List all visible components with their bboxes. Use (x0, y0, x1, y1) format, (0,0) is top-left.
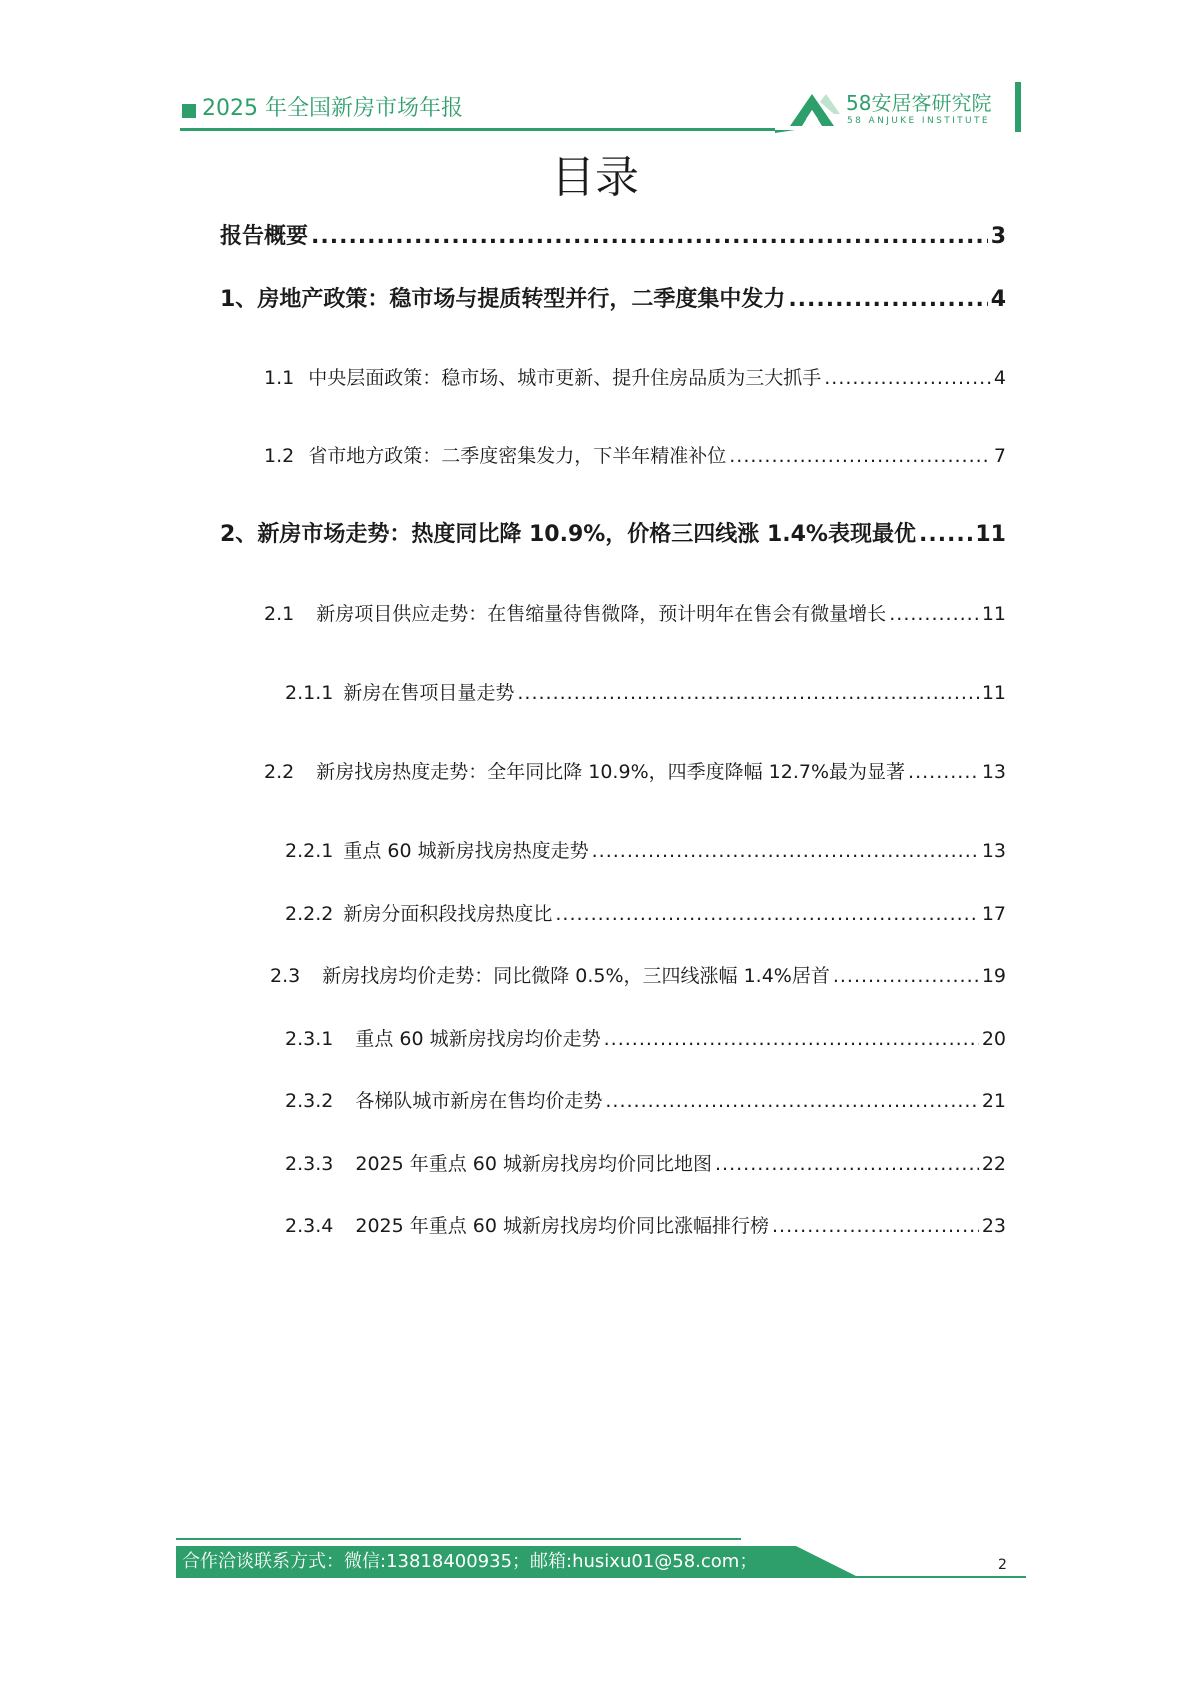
toc-entry-2[interactable] (220, 520, 1006, 550)
toc-entry-number: 2.3.3 (285, 1153, 334, 1175)
toc-entry-2-3-1[interactable] (285, 1025, 1006, 1053)
toc-entry-text: 重点 60 城新房找房均价走势 (355, 1028, 601, 1050)
toc-entry-text: 2025 年重点 60 城新房找房均价同比地图 (355, 1153, 713, 1175)
toc-entry-text: 房地产政策：稳市场与提质转型并行，二季度集中发力 (257, 287, 786, 312)
toc-leader-dots (824, 364, 991, 392)
toc-leader-dots (555, 900, 978, 928)
toc-entry-number: 2.2.2 (285, 903, 334, 925)
logo-bar (1015, 82, 1021, 132)
toc-entry-number: 2.3.1 (285, 1028, 334, 1050)
toc-leader-dots (605, 1087, 978, 1115)
toc-leader-dots (919, 520, 972, 550)
toc-entry-1-1[interactable] (264, 364, 1006, 392)
toc-leader-dots (833, 962, 979, 990)
toc-entry-2-3-2[interactable] (285, 1087, 1006, 1115)
toc-leader-dots (517, 679, 978, 707)
header-square-icon (182, 104, 196, 118)
toc-entry-number: 2.2 (264, 761, 295, 783)
toc-entry-text: 重点 60 城新房找房热度走势 (343, 840, 589, 862)
toc-entry-text: 各梯队城市新房在售均价走势 (355, 1090, 603, 1112)
toc-leader-dots (604, 1025, 979, 1053)
toc-entry-page: 23 (981, 1215, 1006, 1237)
toc-leader-dots (889, 600, 979, 628)
toc-entry-text: 报告概要 (220, 224, 309, 249)
toc-entry-text: 新房找房热度走势：全年同比降 10.9%，四季度降幅 12.7%最为显著 (316, 761, 906, 783)
toc-entry-2-2-2[interactable] (285, 900, 1006, 928)
toc-entry-page: 4 (990, 287, 1006, 312)
toc-leader-dots (715, 1150, 979, 1178)
anjuke-logo (790, 90, 1020, 135)
toc-entry-text: 中央层面政策：稳市场、城市更新、提升住房品质为三大抓手 (308, 367, 822, 389)
page-footer (176, 1538, 1026, 1588)
toc-entry-number: 2.3.2 (285, 1090, 334, 1112)
toc-entry-text: 新房市场走势：热度同比降 10.9%，价格三四线涨 1.4%表现最优 (257, 522, 916, 547)
page-title: 目录 (551, 152, 639, 203)
toc-leader-dots (788, 285, 987, 315)
toc-entry-2-3[interactable] (270, 962, 1006, 990)
toc-entry-number: 2.1.1 (285, 682, 334, 704)
page-number: 2 (998, 1557, 1007, 1573)
toc-entry-number: 2.2.1 (285, 840, 334, 862)
toc-entry-number: 2.3.4 (285, 1215, 334, 1237)
toc-entry-1-2[interactable] (264, 442, 1006, 470)
toc-entry-page: 22 (981, 1153, 1006, 1175)
toc-leader-dots (311, 222, 988, 252)
toc-entry-2-3-4[interactable] (285, 1212, 1006, 1240)
toc-entry-page: 20 (981, 1028, 1006, 1050)
toc-entry-text: 2025 年重点 60 城新房找房均价同比涨幅排行榜 (355, 1215, 770, 1237)
toc-entry-text: 省市地方政策：二季度密集发力，下半年精准补位 (308, 445, 727, 467)
toc-entry-number: 2.1 (264, 603, 295, 625)
toc-leader-dots (592, 837, 979, 865)
page-header (180, 90, 1020, 135)
toc-entry-page: 21 (981, 1090, 1006, 1112)
toc-entry-2-2-1[interactable] (285, 837, 1006, 865)
anjuke-logo-icon (790, 92, 840, 128)
logo-subtitle: 58 ANJUKE INSTITUTE (847, 116, 991, 126)
toc-entry-number: 1.1 (264, 367, 295, 389)
toc-entry-1[interactable] (220, 285, 1006, 315)
logo-name: 58安居客研究院 (846, 91, 992, 115)
toc-leader-dots (908, 758, 979, 786)
toc-entry-2-3-3[interactable] (285, 1150, 1006, 1178)
toc-leader-dots (772, 1212, 979, 1240)
toc-entry-page: 4 (993, 367, 1006, 389)
toc-entry-2-1[interactable] (264, 600, 1006, 628)
toc-entry-number: 1.2 (264, 445, 295, 467)
footer-bottom-rule (176, 1576, 1026, 1578)
toc-entry-page: 13 (981, 840, 1006, 862)
toc-entry-summary[interactable] (220, 222, 1006, 252)
toc-entry-text: 新房在售项目量走势 (343, 682, 515, 704)
footer-contact: 合作洽谈联系方式：微信:13818400935；邮箱:husixu01@58.com； (182, 1551, 758, 1572)
toc-entry-page: 13 (981, 761, 1006, 783)
toc-entry-page: 11 (975, 522, 1006, 547)
toc-entry-page: 3 (990, 224, 1006, 249)
toc-entry-text: 新房项目供应走势：在售缩量待售微降，预计明年在售会有微量增长 (316, 603, 887, 625)
toc-entry-2-1-1[interactable] (285, 679, 1006, 707)
toc-entry-number: 2.3 (270, 965, 301, 987)
toc-entry-page: 19 (981, 965, 1006, 987)
header-rule (180, 128, 775, 131)
toc-entry-page: 17 (981, 903, 1006, 925)
toc-entry-number: 2、 (220, 522, 258, 547)
toc-entry-text: 新房找房均价走势：同比微降 0.5%，三四线涨幅 1.4%居首 (322, 965, 830, 987)
toc-leader-dots (729, 442, 991, 470)
toc-entry-page: 7 (993, 445, 1006, 467)
toc-entry-2-2[interactable] (264, 758, 1006, 786)
footer-top-rule (176, 1538, 741, 1540)
toc-entry-page: 11 (981, 682, 1006, 704)
header-title: 2025 年全国新房市场年报 (202, 96, 463, 121)
toc-entry-text: 新房分面积段找房热度比 (343, 903, 553, 925)
toc-entry-number: 1、 (220, 287, 258, 312)
toc-entry-page: 11 (981, 603, 1006, 625)
